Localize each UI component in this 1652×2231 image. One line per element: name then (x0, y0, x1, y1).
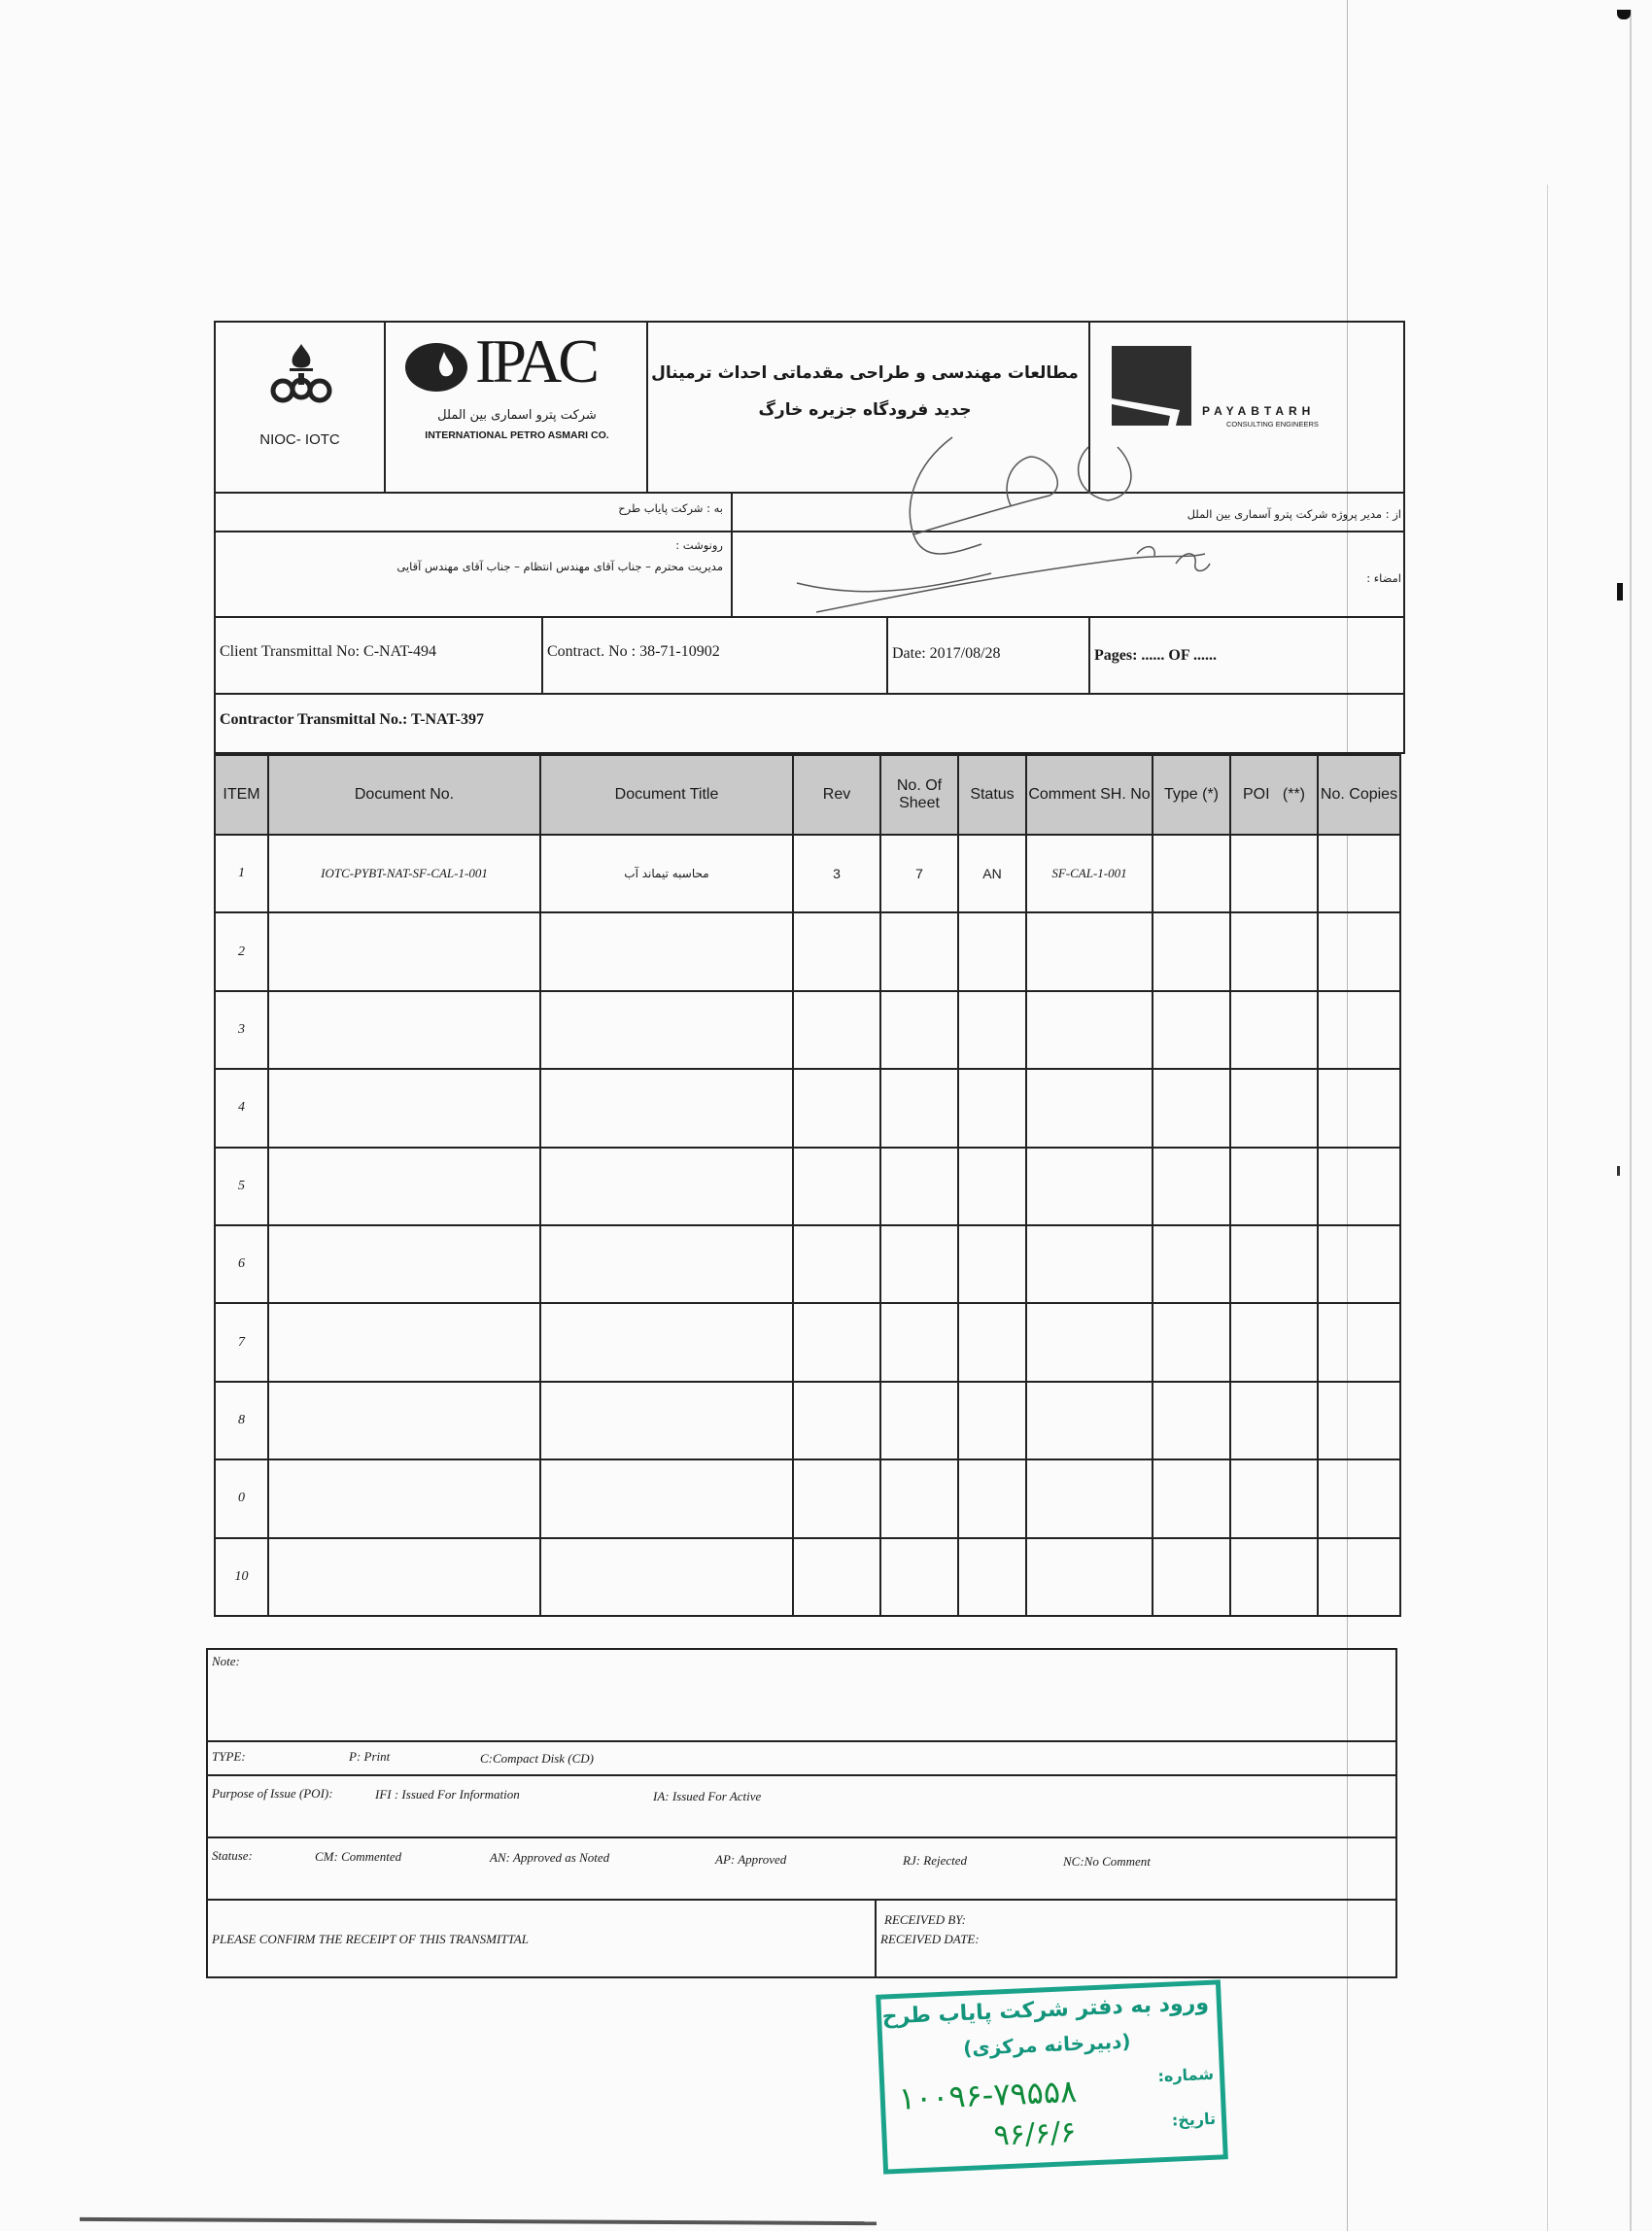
cell-poi (1231, 1539, 1319, 1615)
cell-no-of-sheet (881, 992, 959, 1068)
cell-no-of-sheet (881, 1149, 959, 1224)
nioc-logo-text: NIOC- IOTC (259, 431, 340, 448)
cell-rev (794, 1070, 881, 1146)
stamp-date-value: ۹۶/۶/۶ (992, 2114, 1077, 2153)
cell-status (959, 1383, 1027, 1459)
scan-mark (1617, 10, 1631, 19)
info-divider (216, 693, 1403, 695)
col-header-no-copies: No. Copies (1319, 756, 1399, 834)
cell-document-title (541, 1070, 794, 1146)
table-row (216, 1537, 1399, 1615)
cell-status (959, 1460, 1027, 1536)
cell-document-no (269, 1383, 541, 1459)
scan-bottom-line (80, 2217, 877, 2225)
cell-item: 0 (216, 1460, 269, 1536)
cell-document-no: IOTC-PYBT-NAT-SF-CAL-1-001 (269, 836, 541, 911)
cell-type (1153, 1070, 1231, 1146)
status-cm: CM: Commented (315, 1849, 402, 1864)
cell-document-title (541, 1383, 794, 1459)
cell-type (1153, 1149, 1231, 1224)
status-ap: AP: Approved (715, 1852, 787, 1867)
notes-divider (208, 1899, 1395, 1901)
col-header-document-no: Document No. (269, 756, 541, 834)
cell-comment-sh-no (1027, 1070, 1153, 1146)
cell-rev (794, 1149, 881, 1224)
received-date-label: RECEIVED DATE: (880, 1932, 980, 1946)
notes-box (206, 1648, 1397, 1978)
confirm-receipt-text: PLEASE CONFIRM THE RECEIPT OF THIS TRANSMITTAL (212, 1932, 529, 1946)
col-header-rev: Rev (794, 756, 881, 834)
poi-ifi: IFI : Issued For Information (375, 1787, 520, 1802)
cell-no-copies (1319, 1539, 1399, 1615)
info-col-divider (541, 618, 543, 693)
cell-poi (1231, 1070, 1319, 1146)
cell-no-of-sheet (881, 1226, 959, 1302)
cell-no-copies (1319, 992, 1399, 1068)
confirm-column-divider (875, 1899, 877, 1978)
handwritten-signature (719, 428, 1399, 622)
type-print: P: Print (349, 1749, 391, 1764)
cell-type (1153, 1539, 1231, 1615)
cell-poi (1231, 1460, 1319, 1536)
nioc-logo-cell (216, 323, 386, 492)
ipac-logo-cell (386, 323, 648, 492)
cell-poi (1231, 836, 1319, 911)
stamp-date-label: تاریخ: (1171, 2109, 1217, 2130)
cell-document-title (541, 913, 794, 989)
stamp-line2: (دبیرخانه مرکزی) (962, 2029, 1131, 2060)
stamp-line1: ورود به دفتر شرکت پاياب طرح (881, 1990, 1210, 2030)
cell-status (959, 1226, 1027, 1302)
cell-status (959, 1539, 1027, 1615)
cell-rev (794, 1460, 881, 1536)
cell-no-of-sheet: 7 (881, 836, 959, 911)
project-title-line2: جدید فرودگاه جزیره خارگ (758, 400, 972, 420)
cell-rev (794, 1226, 881, 1302)
cell-item: 2 (216, 913, 269, 989)
cell-item: 1 (216, 836, 269, 911)
cell-poi (1231, 913, 1319, 989)
table-row (216, 1381, 1399, 1459)
status-nc: NC:No Comment (1063, 1854, 1151, 1869)
cell-type (1153, 1304, 1231, 1380)
cell-type (1153, 913, 1231, 989)
cell-status (959, 913, 1027, 989)
scan-edge-line (1630, 10, 1632, 2231)
ipac-logo-text: IPAC (475, 326, 596, 395)
cell-no-copies (1319, 913, 1399, 989)
cell-document-title (541, 1226, 794, 1302)
cell-comment-sh-no (1027, 1539, 1153, 1615)
status-label: Statuse: (212, 1848, 253, 1863)
to-field: به : شرکت پاياب طرح (618, 501, 723, 515)
pages-field: Pages: ...... OF ...... (1094, 647, 1218, 664)
cell-poi (1231, 1149, 1319, 1224)
cell-rev (794, 1383, 881, 1459)
cell-comment-sh-no (1027, 1149, 1153, 1224)
received-by-label: RECEIVED BY: (884, 1912, 966, 1927)
payabtarh-logo-icon (1112, 346, 1191, 426)
cell-comment-sh-no (1027, 1226, 1153, 1302)
col-header-poi: POI (**) (1231, 756, 1319, 834)
cell-item: 6 (216, 1226, 269, 1302)
cell-rev: 3 (794, 836, 881, 911)
cell-comment-sh-no (1027, 992, 1153, 1068)
table-row (216, 911, 1399, 989)
table-row (216, 1224, 1399, 1302)
col-header-comment-sh-no: Comment SH. No (1027, 756, 1153, 834)
transmittal-info-box (214, 618, 1405, 754)
status-rj: RJ: Rejected (903, 1853, 968, 1868)
contract-no: Contract. No : 38-71-10902 (547, 643, 720, 660)
cell-document-no (269, 1070, 541, 1146)
cell-document-title (541, 1460, 794, 1536)
cell-no-copies (1319, 1070, 1399, 1146)
col-header-type: Type (*) (1153, 756, 1231, 834)
cell-document-title (541, 1149, 794, 1224)
cell-rev (794, 1539, 881, 1615)
cell-type (1153, 992, 1231, 1068)
cell-no-copies (1319, 1304, 1399, 1380)
cell-no-of-sheet (881, 1460, 959, 1536)
cell-no-of-sheet (881, 1304, 959, 1380)
cell-type (1153, 836, 1231, 911)
cell-rev (794, 992, 881, 1068)
type-label: TYPE: (212, 1749, 246, 1764)
cell-poi (1231, 1383, 1319, 1459)
cell-item: 5 (216, 1149, 269, 1224)
contractor-transmittal-no: Contractor Transmittal No.: T-NAT-397 (220, 711, 484, 728)
cell-type (1153, 1460, 1231, 1536)
payabtarh-subtitle: CONSULTING ENGINEERS (1226, 420, 1319, 429)
info-col-divider (1088, 618, 1090, 693)
received-stamp (876, 1979, 1228, 2174)
cell-no-of-sheet (881, 1383, 959, 1459)
cc-value: مدیریت محترم – جناب آقای مهندس انتظام – جناب آقای مهندس آقایی (396, 560, 723, 573)
cell-rev (794, 1304, 881, 1380)
cc-label: رونوشت : (675, 538, 723, 552)
poi-ia: IA: Issued For Active (653, 1789, 762, 1803)
cell-item: 4 (216, 1070, 269, 1146)
cell-document-no (269, 1460, 541, 1536)
table-body (216, 834, 1399, 1615)
notes-divider (208, 1774, 1395, 1776)
from-field: از : مدیر پروژه شرکت پترو آسماری بین الملل (1187, 507, 1401, 521)
scan-mark (1617, 1166, 1620, 1176)
cell-status (959, 992, 1027, 1068)
nioc-logo-icon (269, 342, 333, 410)
cell-item: 10 (216, 1539, 269, 1615)
notes-divider (208, 1836, 1395, 1838)
scan-edge-line (1547, 185, 1548, 2231)
table-row (216, 1068, 1399, 1146)
client-transmittal-no: Client Transmittal No: C-NAT-494 (220, 643, 436, 660)
cell-no-of-sheet (881, 1070, 959, 1146)
status-an: AN: Approved as Noted (490, 1850, 610, 1865)
col-header-status: Status (959, 756, 1027, 834)
poi-label: Purpose of Issue (POI): (212, 1786, 333, 1801)
cell-comment-sh-no (1027, 1383, 1153, 1459)
project-title-line1: مطالعات مهندسی و طراحی مقدماتی احداث ترمینال (651, 363, 1079, 383)
cell-comment-sh-no (1027, 1304, 1153, 1380)
cell-poi (1231, 992, 1319, 1068)
notes-divider (208, 1740, 1395, 1742)
cell-comment-sh-no: SF-CAL-1-001 (1027, 836, 1153, 911)
cell-document-title (541, 992, 794, 1068)
cell-item: 8 (216, 1383, 269, 1459)
table-row (216, 1302, 1399, 1380)
stamp-number-label: شماره: (1157, 2064, 1215, 2086)
cell-item: 7 (216, 1304, 269, 1380)
cell-status (959, 1304, 1027, 1380)
cell-rev (794, 913, 881, 989)
cell-status (959, 1070, 1027, 1146)
cell-type (1153, 1383, 1231, 1459)
cell-document-no (269, 1149, 541, 1224)
ipac-english-name: INTERNATIONAL PETRO ASMARI CO. (425, 429, 609, 441)
cell-document-no (269, 992, 541, 1068)
cell-document-title (541, 1304, 794, 1380)
cell-document-no (269, 1304, 541, 1380)
cell-no-of-sheet (881, 1539, 959, 1615)
cell-no-copies (1319, 1226, 1399, 1302)
note-label: Note: (212, 1654, 240, 1668)
payabtarh-name: PAYABTARH (1202, 404, 1316, 418)
cell-no-copies (1319, 1383, 1399, 1459)
cell-comment-sh-no (1027, 913, 1153, 989)
cell-type (1153, 1226, 1231, 1302)
stamp-number-value: ۱۰۰۹۶-۷۹۵۵۸ (897, 2072, 1078, 2117)
cell-status: AN (959, 836, 1027, 911)
cell-poi (1231, 1304, 1319, 1380)
cell-no-copies (1319, 836, 1399, 911)
cell-no-copies (1319, 1149, 1399, 1224)
cell-no-of-sheet (881, 913, 959, 989)
info-col-divider (886, 618, 888, 693)
cell-item: 3 (216, 992, 269, 1068)
cell-document-no (269, 1539, 541, 1615)
cell-no-copies (1319, 1460, 1399, 1536)
type-cd: C:Compact Disk (CD) (480, 1751, 594, 1766)
cell-poi (1231, 1226, 1319, 1302)
table-row (216, 1459, 1399, 1536)
date-field: Date: 2017/08/28 (892, 645, 1001, 662)
cell-document-no (269, 913, 541, 989)
cell-comment-sh-no (1027, 1460, 1153, 1536)
ipac-persian-name: شرکت پترو اسماری بین الملل (437, 408, 597, 423)
cell-document-title (541, 1539, 794, 1615)
table-row (216, 834, 1399, 911)
cell-document-title: محاسبه تیماند آب (541, 836, 794, 911)
col-header-item: ITEM (216, 756, 269, 834)
table-row (216, 1147, 1399, 1224)
col-header-no-of-sheet: No. Of Sheet (881, 756, 959, 834)
ipac-drop-icon (403, 340, 471, 394)
col-header-document-title: Document Title (541, 756, 794, 834)
scan-mark (1617, 583, 1623, 601)
table-row (216, 990, 1399, 1068)
cell-document-no (269, 1226, 541, 1302)
cell-status (959, 1149, 1027, 1224)
document-table (214, 754, 1401, 1617)
signature-label: امضاء : (1366, 571, 1401, 585)
